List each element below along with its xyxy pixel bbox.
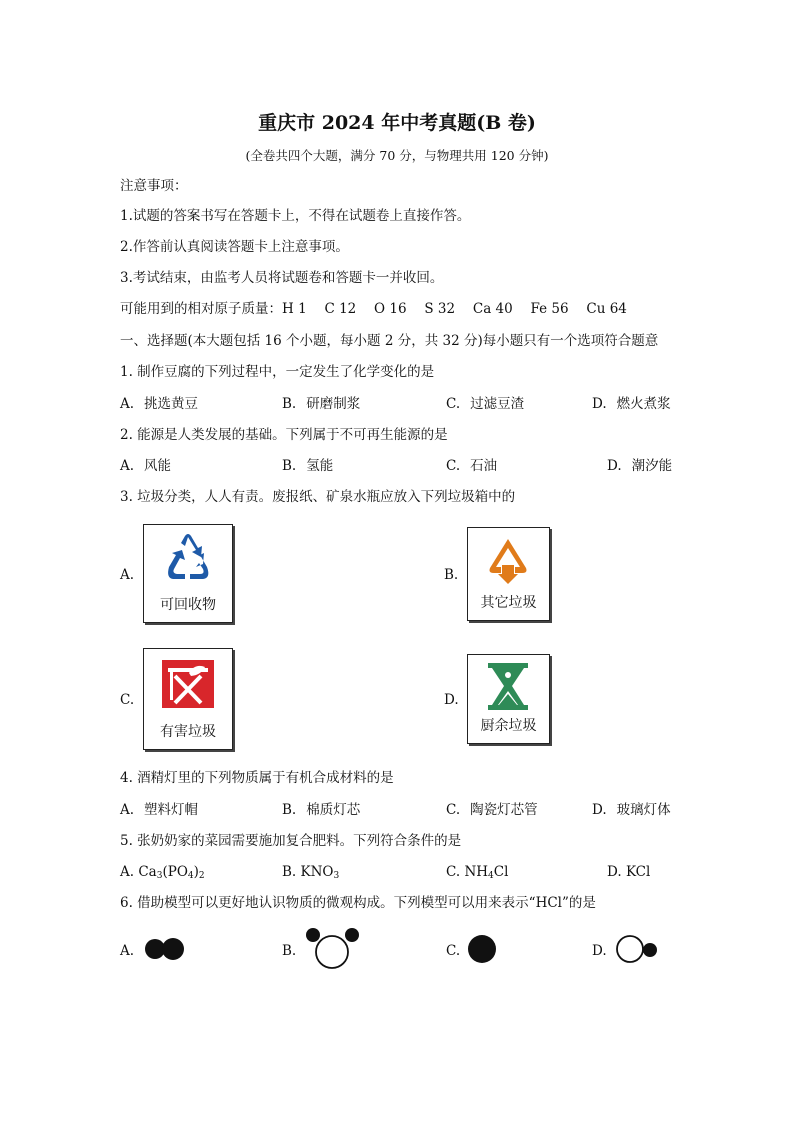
notice-1: 1.试题的答案书写在答题卡上，不得在试题卷上直接作答。 [120,208,471,224]
q6-option-c-molecule-model[interactable] [466,934,498,964]
notice-3: 3.考试结束，由监考人员将试题卷和答题卡一并收回。 [120,270,444,286]
q1-option-a[interactable]: A. 挑选黄豆 [120,396,199,412]
q6-stem: 6. 借助模型可以更好地认识物质的微观构成。下列模型可以用来表示“HCl”的是 [120,895,596,911]
q3-option-d-kitchen-waste-bin[interactable] [467,654,550,744]
q2-option-c[interactable]: C. 石油 [446,458,498,474]
q5-option-b[interactable]: B. $KNO_3$ [282,864,340,881]
q2-option-d[interactable]: D. 潮汐能 [607,458,673,474]
q6-letter-b: B. [282,943,297,959]
q5-option-c[interactable]: C. $NH_4Cl$ [446,864,509,881]
q5-option-a[interactable]: A. $Ca_3(PO_4)_2$ [120,864,205,881]
q3-letter-c: C. [120,692,135,708]
recycle-icon [163,533,213,583]
q3-option-b-other-waste-bin[interactable] [467,527,550,621]
q6-option-b-molecule-model[interactable] [302,924,362,972]
q1-option-b[interactable]: B. 研磨制浆 [282,396,361,412]
page-subtitle: (全卷共四个大题，满分 70 分，与物理共用 120 分钟) [245,148,549,163]
other-waste-caption: 其它垃圾 [480,595,537,611]
q6-letter-d: D. [592,943,607,959]
q5-option-d[interactable]: D. KCl [607,864,651,880]
hazardous-waste-icon [161,659,215,709]
kitchen-waste-caption: 厨余垃圾 [480,718,537,734]
q6-letter-c: C. [446,943,461,959]
q2-stem: 2. 能源是人类发展的基础。下列属于不可再生能源的是 [120,427,448,443]
other-waste-icon [485,536,531,586]
q6-option-d-molecule-model[interactable] [614,934,660,964]
q2-option-b[interactable]: B. 氢能 [282,458,334,474]
q1-option-c[interactable]: C. 过滤豆渣 [446,396,525,412]
q1-option-d[interactable]: D. 燃火煮浆 [592,396,671,412]
q3-stem: 3. 垃圾分类，人人有责。废报纸、矿泉水瓶应放入下列垃圾箱中的 [120,489,516,505]
q3-option-a-recyclable-bin[interactable] [143,524,233,623]
q4-option-d[interactable]: D. 玻璃灯体 [592,802,671,818]
hazardous-waste-caption: 有害垃圾 [160,724,216,740]
page-title: 重庆市 2024 年中考真题(B 卷) [258,112,536,134]
q6-letter-a: A. [120,943,135,959]
q3-option-c-hazardous-waste-bin[interactable] [143,648,233,750]
q4-option-c[interactable]: C. 陶瓷灯芯管 [446,802,538,818]
notice-2: 2.作答前认真阅读答题卡上注意事项。 [120,239,349,255]
q5-stem: 5. 张奶奶家的菜园需要施加复合肥料。下列符合条件的是 [120,833,462,849]
kitchen-waste-icon [485,661,531,713]
q4-stem: 4. 酒精灯里的下列物质属于有机合成材料的是 [120,770,394,786]
section-heading: 一、选择题(本大题包括 16 个小题，每小题 2 分，共 32 分)每小题只有一个选项符合题意 [120,333,659,349]
atomic-masses: 可能用到的相对原子质量：H 1 C 12 O 16 S 32 Ca 40 Fe 56 Cu 64 [120,301,627,317]
q4-option-b[interactable]: B. 棉质灯芯 [282,802,361,818]
recyclable-caption: 可回收物 [160,597,216,613]
q2-option-a[interactable]: A. 风能 [120,458,172,474]
q3-letter-a: A. [120,567,135,583]
q4-option-a[interactable]: A. 塑料灯帽 [120,802,199,818]
q6-option-a-molecule-model[interactable] [142,936,188,962]
q3-letter-b: B. [444,567,459,583]
notice-heading: 注意事项： [120,178,188,194]
q1-stem: 1. 制作豆腐的下列过程中，一定发生了化学变化的是 [120,364,435,380]
q3-letter-d: D. [444,692,459,708]
